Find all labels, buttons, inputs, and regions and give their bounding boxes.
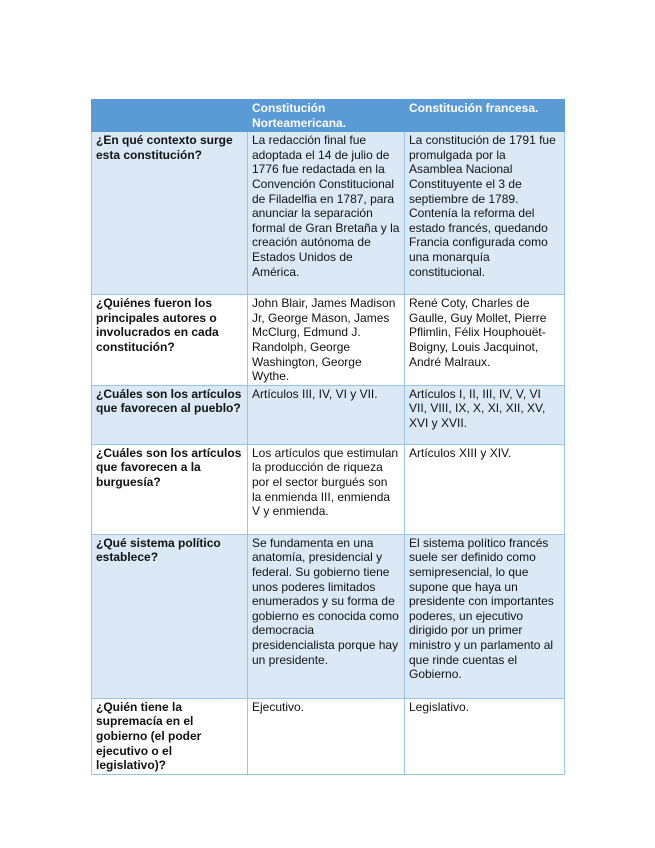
fr-answer-cell: Legislativo. — [405, 698, 565, 774]
fr-answer-cell: Artículos I, II, III, IV, V, VI VII, VIII, IX, X, XI, XII, XV, XVI y XVII. — [405, 385, 565, 444]
us-answer-cell: Los artículos que estimulan la producción de riqueza por el sector burgués son la enmienda III, enmienda V y enmienda. — [248, 444, 405, 534]
table-row — [92, 698, 565, 774]
header-fr-constitution: Constitución francesa. — [405, 100, 565, 132]
question-cell: ¿Quiénes fueron los principales autores o involucrados en cada constitución? — [92, 295, 248, 386]
us-answer-cell: Artículos III, IV, VI y VII. — [248, 385, 405, 444]
table-row — [92, 132, 565, 295]
question-cell: ¿Cuáles son los artículos que favorecen al pueblo? — [92, 385, 248, 444]
question-cell: ¿Quién tiene la supremacía en el gobierno (el poder ejecutivo o el legislativo)? — [92, 698, 248, 774]
fr-answer-cell: El sistema político francés suele ser definido como semipresencial, lo que supone que haya un presidente con importantes poderes, un ejecutivo dirigido por un primer ministro y un parlamento al que rinde cuentas el Gobierno. — [405, 534, 565, 698]
comparison-table — [91, 99, 565, 775]
table-row — [92, 385, 565, 444]
question-cell: ¿Cuáles son los artículos que favorecen a la burguesía? — [92, 444, 248, 534]
us-answer-cell: John Blair, James Madison Jr, George Mason, James McClurg, Edmund J. Randolph, George Washington, George Wythe. — [248, 295, 405, 386]
table-row — [92, 444, 565, 534]
us-answer-cell: La redacción final fue adoptada el 14 de julio de 1776 fue redactada en la Convención Constitucional de Filadelfia en 1787, para anunciar la separación formal de Gran Bretaña y la creación autónoma de Estados Unidos de América. — [248, 132, 405, 295]
question-cell: ¿En qué contexto surge esta constitución? — [92, 132, 248, 295]
header-us-constitution: Constitución Norteamericana. — [248, 100, 405, 132]
question-cell: ¿Qué sistema político establece? — [92, 534, 248, 698]
table-header-row — [92, 100, 565, 132]
fr-answer-cell: René Coty, Charles de Gaulle, Guy Mollet, Pierre Pflimlin, Félix Houphouët-Boigny, Louis Jacquinot, André Malraux. — [405, 295, 565, 386]
fr-answer-cell: La constitución de 1791 fue promulgada por la Asamblea Nacional Constituyente el 3 de septiembre de 1789. Contenía la reforma del estado francés, quedando Francia configurada como una monarquía constitucional. — [405, 132, 565, 295]
table-row — [92, 534, 565, 698]
us-answer-cell: Ejecutivo. — [248, 698, 405, 774]
fr-answer-cell: Artículos XIII y XIV. — [405, 444, 565, 534]
header-empty-cell — [92, 100, 248, 132]
table-row — [92, 295, 565, 386]
us-answer-cell: Se fundamenta en una anatomía, presidencial y federal. Su gobierno tiene unos poderes limitados enumerados y su forma de gobierno es conocida como democracia presidencialista porque hay un presidente. — [248, 534, 405, 698]
